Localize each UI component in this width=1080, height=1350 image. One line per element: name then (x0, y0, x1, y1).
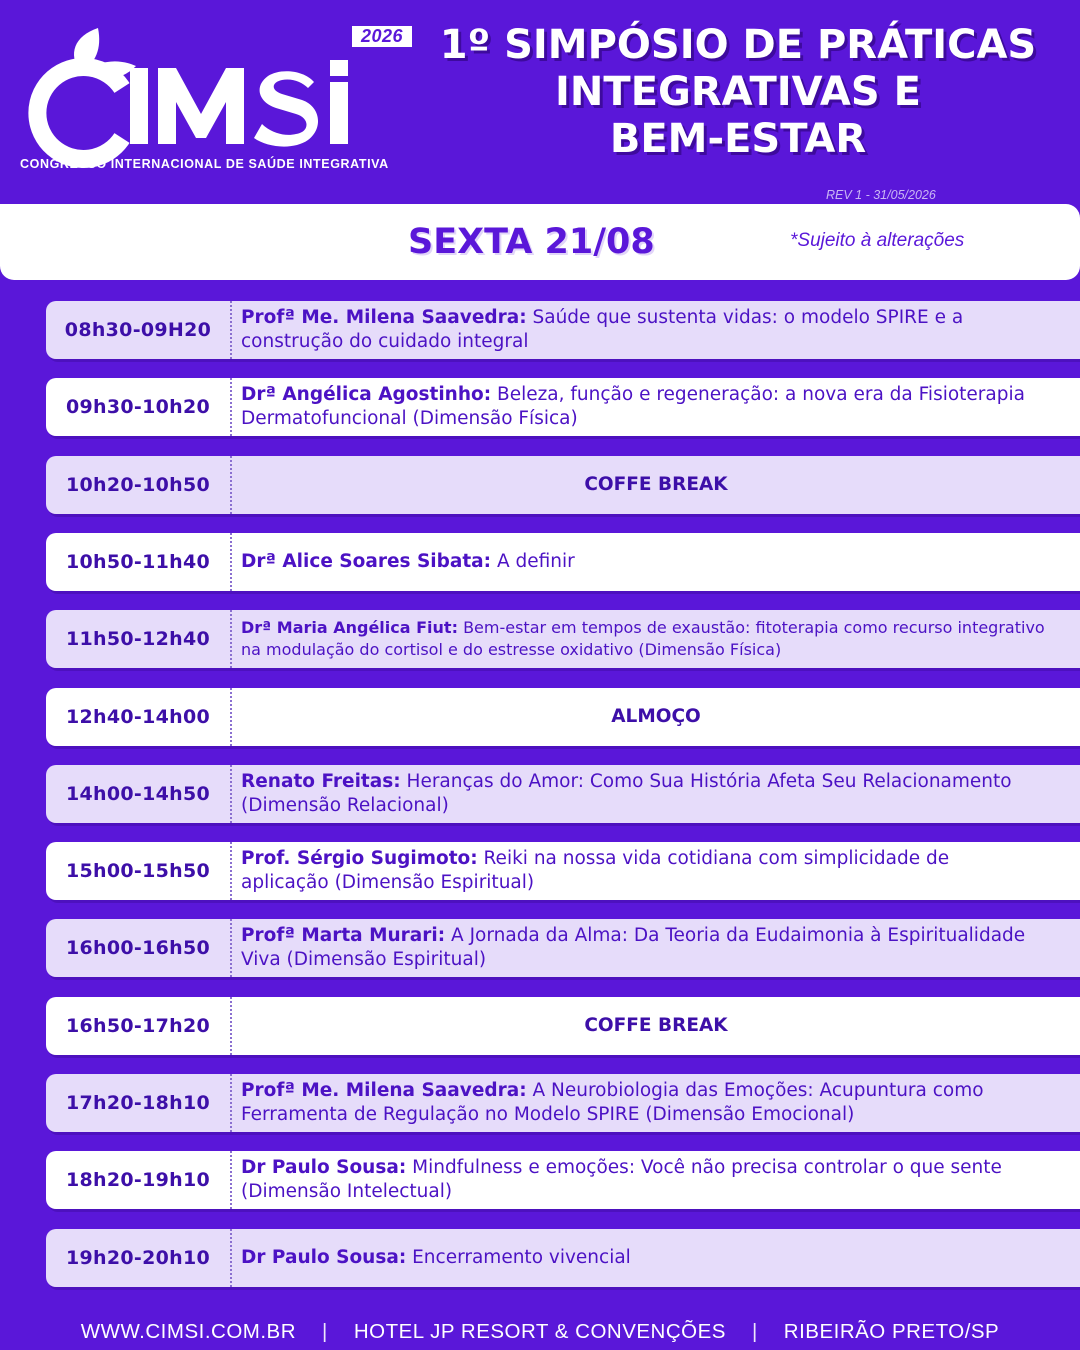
session-text (241, 924, 1040, 972)
session-details (232, 919, 1080, 977)
day-banner (0, 204, 1080, 280)
session-details (232, 688, 1080, 746)
session-details (232, 533, 1080, 591)
session-time: 18h20-19h10 (46, 1151, 232, 1209)
cimsi-logo (18, 24, 404, 174)
footer (0, 1318, 1080, 1346)
session-details (232, 765, 1080, 823)
session-topic: Encerramento vivencial (406, 1247, 631, 1268)
session-text (611, 705, 701, 729)
session-time: 08h30-09H20 (46, 301, 232, 359)
footer-website[interactable]: WWW.CIMSI.COM.BR (80, 1320, 297, 1343)
session-speaker: Profª Marta Murari: (241, 925, 446, 946)
session-topic: A Jornada da Alma: Da Teoria da Eudaimonia à Espiritualidade Viva (Dimensão Espiritual) (241, 925, 1026, 970)
session-text (584, 473, 727, 497)
session-details (232, 456, 1080, 514)
session-speaker: Drª Angélica Agostinho: (241, 384, 492, 405)
session-text (241, 383, 1040, 431)
session-topic: Heranças do Amor: Como Sua História Afeta Seu Relacionamento (Dimensão Relacional) (241, 771, 1012, 816)
session-time: 14h00-14h50 (46, 765, 232, 823)
session-topic: A Neurobiologia das Emoções: Acupuntura como Ferramenta de Regulação no Modelo SPIRE (Dimensão Emocional) (241, 1080, 984, 1125)
footer-separator: | (751, 1320, 758, 1343)
session-time: 10h20-10h50 (46, 456, 232, 514)
session-topic: Saúde que sustenta vidas: o modelo SPIRE e a construção do cuidado integral (241, 307, 964, 352)
schedule-row (46, 919, 1080, 977)
session-break-label: ALMOÇO (611, 706, 701, 727)
event-title-line-1: 1º SIMPÓSIO DE PRÁTICAS (439, 22, 1037, 68)
session-text (241, 306, 1040, 354)
session-speaker: Dr Paulo Sousa: (241, 1247, 407, 1268)
session-text (241, 1246, 631, 1270)
schedule-row (46, 1151, 1080, 1209)
session-speaker: Renato Freitas: (241, 771, 401, 792)
session-topic: Beleza, função e regeneração: a nova era da Fisioterapia Dermatofuncional (Dimensão Física) (241, 384, 1025, 429)
session-text (241, 550, 575, 574)
schedule-row (46, 1074, 1080, 1132)
logo-year-badge: 2026 (352, 26, 412, 47)
session-text (241, 617, 1050, 661)
session-details (232, 1151, 1080, 1209)
session-time: 10h50-11h40 (46, 533, 232, 591)
event-title-line-2: INTEGRATIVAS E (555, 69, 921, 115)
session-text (241, 770, 1040, 818)
schedule-row (46, 997, 1080, 1055)
session-topic: A definir (491, 551, 575, 572)
schedule-row (46, 765, 1080, 823)
session-topic: Mindfulness e emoções: Você não precisa controlar o que sente (Dimensão Intelectual) (241, 1157, 1002, 1202)
revision-label: REV 1 - 31/05/2026 (826, 188, 936, 202)
schedule-row (46, 378, 1080, 436)
footer-venue: HOTEL JP RESORT & CONVENÇÕES (353, 1320, 726, 1343)
session-details (232, 610, 1080, 668)
footer-separator: | (322, 1320, 328, 1343)
event-title-line-3: BEM-ESTAR (609, 116, 867, 162)
session-details (232, 1229, 1080, 1287)
session-time: 19h20-20h10 (46, 1229, 232, 1287)
session-text (241, 1156, 1040, 1204)
session-topic: Reiki na nossa vida cotidiana com simplicidade de aplicação (Dimensão Espiritual) (241, 848, 950, 893)
session-speaker: Drª Maria Angélica Fiut: (241, 618, 458, 637)
session-speaker: Drª Alice Soares Sibata: (241, 551, 492, 572)
footer-city: RIBEIRÃO PRETO/SP (783, 1320, 1000, 1343)
session-time: 15h00-15h50 (46, 842, 232, 900)
session-details (232, 1074, 1080, 1132)
session-time: 17h20-18h10 (46, 1074, 232, 1132)
session-speaker: Profª Me. Milena Saavedra: (241, 1080, 527, 1101)
session-details (232, 842, 1080, 900)
logo-subtitle: CONGRESSO INTERNACIONAL DE SAÚDE INTEGRATIVA (20, 157, 389, 171)
event-title (418, 22, 1058, 163)
schedule-row (46, 301, 1080, 359)
session-details (232, 378, 1080, 436)
schedule-row (46, 610, 1080, 668)
session-time: 11h50-12h40 (46, 610, 232, 668)
session-time: 16h00-16h50 (46, 919, 232, 977)
session-speaker: Profª Me. Milena Saavedra: (241, 307, 527, 328)
day-note: *Sujeito à alterações (790, 230, 965, 251)
session-time: 12h40-14h00 (46, 688, 232, 746)
cimsi-wordmark-icon (18, 24, 398, 174)
schedule-row (46, 1229, 1080, 1287)
session-text (241, 1079, 1040, 1127)
day-title: SEXTA 21/08 (408, 222, 655, 262)
session-text (584, 1014, 727, 1038)
session-text (241, 847, 1040, 895)
schedule-row (46, 533, 1080, 591)
session-time: 16h50-17h20 (46, 997, 232, 1055)
session-speaker: Dr Paulo Sousa: (241, 1157, 407, 1178)
session-time: 09h30-10h20 (46, 378, 232, 436)
session-details (232, 997, 1080, 1055)
schedule-row (46, 456, 1080, 514)
schedule-row (46, 688, 1080, 746)
session-speaker: Prof. Sérgio Sugimoto: (241, 848, 478, 869)
session-break-label: COFFE BREAK (584, 474, 728, 495)
schedule-row (46, 842, 1080, 900)
session-topic: Bem-estar em tempos de exaustão: fitoterapia como recurso integrativo na modulação do cortisol e do estresse oxidativo (Dimensão Física) (241, 618, 1045, 659)
session-break-label: COFFE BREAK (584, 1015, 728, 1036)
session-details (232, 301, 1080, 359)
